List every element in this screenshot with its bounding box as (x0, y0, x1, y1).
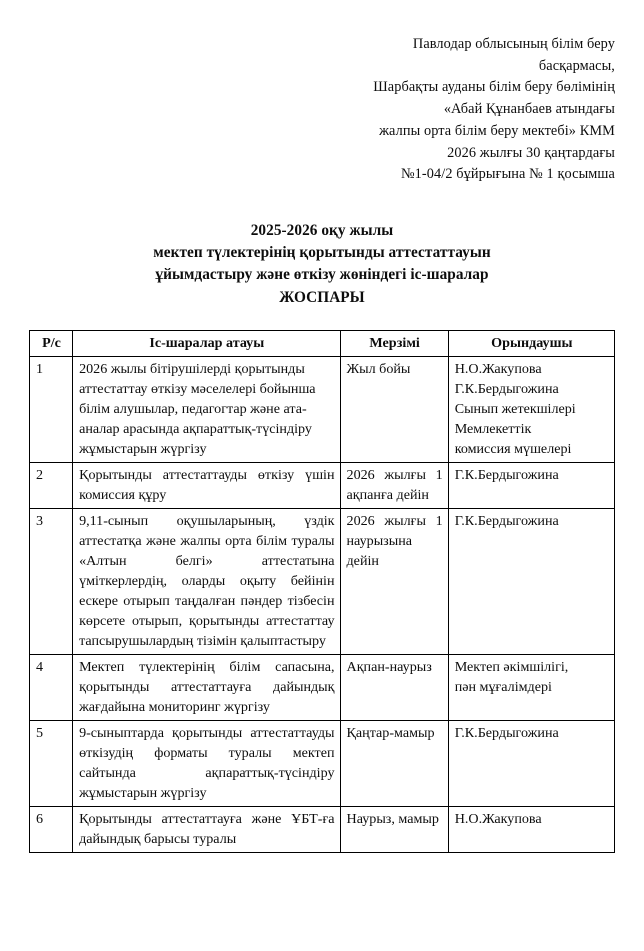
row-measure-name: 9-сыныптарда қорытынды аттестаттауды өткізудің форматы туралы мектеп сайтында ақпараттық-түсіндіру жұмыстарын жүргізу (73, 720, 340, 806)
header-line-7: №1-04/2 бұйрығына № 1 қосымша (400, 166, 615, 183)
row-executor (448, 806, 614, 852)
executor-line: Мектеп әкімшілігі, (454, 658, 569, 675)
executor-line: Г.К.Бердыгожина (454, 724, 559, 741)
title-line-4: ЖОСПАРЫ (279, 288, 365, 306)
row-number: 6 (30, 806, 73, 852)
title-line-3: ұйымдастыру және өткізу жөніндегі іс-шаралар (155, 266, 489, 284)
header-line-1: Павлодар облысының білім беру (412, 36, 615, 52)
row-measure-name: 2026 жылы бітірушілерді қорытынды аттестаттау өткізу мәселелері бойынша білім алушылар, педагогтар және ата-аналар арасында ақпараттық-түсіндіру жұмыстарын жүргізу (73, 356, 340, 462)
row-number: 2 (30, 462, 73, 508)
row-number: 5 (30, 720, 73, 806)
row-executor (448, 508, 614, 654)
executor-line: Г.К.Бердыгожина (454, 512, 559, 529)
row-measure-name: Қорытынды аттестаттауға және ҰБТ-ға дайындық барысы туралы (73, 806, 340, 852)
row-measure-name: Қорытынды аттестаттауды өткізу үшін комиссия құру (73, 462, 340, 508)
header-line-2: басқармасы, (538, 57, 615, 74)
executor-line: Г.К.Бердыгожина (454, 380, 559, 397)
document-page (0, 34, 644, 951)
executor-line: Н.О.Жакупова (454, 810, 542, 827)
table-row (30, 720, 615, 806)
row-term: Ақпан-наурыз (340, 654, 448, 720)
table-header-row (30, 330, 615, 356)
executor-line: Н.О.Жакупова (454, 360, 542, 377)
row-term: Жыл бойы (340, 356, 448, 462)
header-line-6: 2026 жылғы 30 қаңтардағы (447, 144, 615, 161)
row-executor (448, 462, 614, 508)
row-measure-name: Мектеп түлектерінің білім сапасына, қорытынды аттестаттауға дайындық жағдайына мониторинг жүргізу (73, 654, 340, 720)
row-term: 2026 жылғы 1 наурызына дейін (340, 508, 448, 654)
row-executor (448, 720, 614, 806)
row-number: 1 (30, 356, 73, 462)
plan-table (29, 330, 615, 853)
header-line-3: Шарбақты ауданы білім беру бөлімінің (373, 79, 615, 96)
row-term: Қаңтар-мамыр (340, 720, 448, 806)
row-number: 3 (30, 508, 73, 654)
table-row (30, 508, 615, 654)
row-number: 4 (30, 654, 73, 720)
executor-line: пән мұғалімдері (454, 678, 552, 695)
row-measure-name: 9,11-сынып оқушыларының, үздік аттестатқа және жалпы орта білім туралы «Алтын белгі» аттестатына үміткерлердің, оларды оқыту бейінін ескере отырып таңдалған пәндер тізбесін көрсете отырып, қорытынды аттестаттау тапсырушылардың тізімін қалыптастыру (73, 508, 340, 654)
header-line-4: «Абай Құнанбаев атындағы (443, 101, 615, 118)
table-row (30, 806, 615, 852)
column-header-term: Мерзімі (340, 330, 448, 356)
title-line-2: мектеп түлектерінің қорытынды аттестаттауын (153, 244, 491, 262)
executor-line: комиссия мүшелері (454, 440, 572, 457)
row-term: 2026 жылғы 1 ақпанға дейін (340, 462, 448, 508)
table-row (30, 654, 615, 720)
executor-line: Сынып жетекшілері (454, 400, 576, 417)
column-header-name: Іс-шаралар атауы (73, 330, 340, 356)
page-title (29, 220, 615, 309)
row-executor (448, 654, 614, 720)
executor-line: Мемлекеттік (454, 420, 532, 437)
executor-line: Г.К.Бердыгожина (454, 466, 559, 483)
row-executor (448, 356, 614, 462)
header-line-5: жалпы орта білім беру мектебі» КММ (379, 122, 615, 139)
document-header-block (29, 34, 615, 186)
table-row (30, 462, 615, 508)
column-header-no: Р/с (30, 330, 73, 356)
row-term: Наурыз, мамыр (340, 806, 448, 852)
column-header-executor: Орындаушы (448, 330, 614, 356)
title-line-1: 2025-2026 оқу жылы (250, 222, 394, 240)
table-row (30, 356, 615, 462)
